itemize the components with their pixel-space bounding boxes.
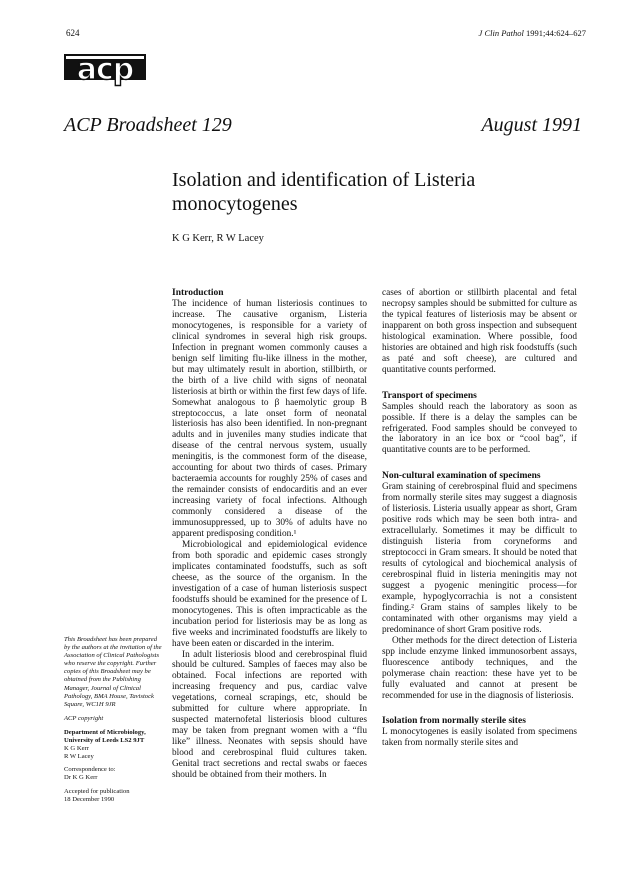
journal-citation <box>479 28 586 38</box>
section-heading-sterile-sites: Isolation from normally sterile sites <box>382 716 526 727</box>
authors: K G Kerr, R W Lacey <box>172 233 264 244</box>
series-title: ACP Broadsheet 129 <box>64 114 232 136</box>
paragraph: Gram staining of cerebrospinal fluid and specimens from normally sterile sites may suggest a diagnosis of listeriosis. Listeria usually appear as short, Gram positive rods which may be seen both intra- and extracellularly. Sometimes it may be difficult to distinguish listeria from coryneforms and streptococci in Gram smears. It should be noted that results of cytological and biochemical analysis of cerebrospinal fluid in listeria meningitis may not suggest a pyogenic meningitic process—for example, hypoglycorrachia is not a consistent finding.² Gram stains of samples likely to be contaminated with other organisms may yield a predominance of short Gram positive rods. <box>382 482 577 635</box>
acp-logo-text: acp <box>76 52 134 87</box>
paragraph: The incidence of human listeriosis continues to increase. The causative organism, Listeria monocytogenes, is responsible for a variety of clinical syndromes in several high risk groups. Infection in pregnant women commonly causes a benign self limiting flu-like illness in the mother, but may ultimately result in abortion, stillbirth, or the birth of a live child with signs of neonatal listeriosis at birth or within the first few days of life. Somewhat analogous to β haemolytic group B streptococcus, a late onset form of neonatal listeriosis has also been identified. In non-pregnant adults and in juveniles many studies indicate that disease of the central nervous system, usually meningitis, is the commonest form of the disease, accounting for about two thirds of cases. Primary bacteraemia accounts for roughly 25% of cases and the remainder consists of endocarditis and an ever increasing variety of focal infections. Although commonly considered a disease of the immunosuppressed, up to 30% of adults have no apparent predisposing condition.¹ <box>172 299 367 540</box>
correspondence-label: Correspondence to: <box>64 766 116 774</box>
paragraph: In adult listeriosis blood and cerebrospinal fluid should be cultured. Samples of faeces may also be obtained. Focal infections are reported with increasing frequency and pus, cardiac valve vegetations, corneal scrapings, etc, should be submitted for culture where appropriate. In suspected maternofetal listeriosis blood cultures may be taken from pregnant women with a “flu like” illness. Neonates with sepsis should have blood and cerebrospinal fluid cultures taken. Genital tract secretions and rectal swabs or faeces should be obtained from their mothers. In <box>172 649 367 780</box>
article-title-line: monocytogenes <box>172 193 298 215</box>
section-heading-non-cultural: Non-cultural examination of specimens <box>382 471 541 482</box>
article-title <box>172 168 572 216</box>
paragraph: Other methods for the direct detection of Listeria spp include enzyme linked immunosorbent assays, fluorescence antibody techniques, and the polymerase chain reaction: these have yet to be fully evaluated and cannot at present be recommended for use in the diagnosis of listeriosis. <box>382 635 577 701</box>
body-column-right <box>382 288 577 749</box>
issue-date: August 1991 <box>481 114 582 136</box>
acp-logo-graphic <box>64 50 148 90</box>
broadsheet-note: This Broadsheet has been prepared by the authors at the invitation of the Association of Clinical Pathologists who reserve the copyright. Further copies of this Broadsheet may be obtained from the Publishing Manager, Journal of Clinical Pathology, BMA House, Tavistock Square, WC1H 9JR <box>64 636 162 708</box>
section-heading-introduction: Introduction <box>172 288 224 298</box>
paragraph: L monocytogenes is easily isolated from specimens taken from normally sterile sites and <box>382 727 577 749</box>
section-heading-transport: Transport of specimens <box>382 390 477 401</box>
citation-volume: 1991;44:624–627 <box>526 28 586 38</box>
acp-logo <box>64 50 148 90</box>
sidebar-notes <box>64 636 162 804</box>
paragraph: Microbiological and epidemiological evidence from both sporadic and epidemic cases strongly implicates contaminated foodstuffs, such as soft cheese, as the source of the organism. In the investigation of a case of human listeriosis suspect foodstuffs should be examined for the presence of L monocytogenes. This is often impracticable as the incubation period for listeriosis may be as long as five weeks and incriminated foodstuffs are likely to have been eaten or discarded in the interim. <box>172 539 367 649</box>
page-number: 624 <box>66 28 80 38</box>
paragraph: cases of abortion or stillbirth placental and fetal necropsy samples should be submitted for culture as the typical features of listeriosis may be absent or inapparent on both gross inspection and subsequent histological examination. Where possible, food histories are obtained and high risk foodstuffs (such as paté and soft cheese), are cultured and quantitative counts performed. <box>382 288 577 375</box>
journal-name: J Clin Pathol <box>478 28 524 38</box>
affiliated-author: R W Lacey <box>64 753 94 761</box>
accepted-date: 18 December 1990 <box>64 795 115 803</box>
body-column-left <box>172 288 367 781</box>
accepted-label: Accepted for publication <box>64 787 130 795</box>
copyright-notice: ACP copyright <box>64 714 104 722</box>
affiliated-author: K G Kerr <box>64 745 89 753</box>
correspondence-name: Dr K G Kerr <box>64 774 98 782</box>
department-affiliation: Department of Microbiology, University of Leeds LS2 9JT <box>64 728 146 745</box>
paragraph: Samples should reach the laboratory as soon as possible. If there is a delay the samples can be refrigerated. Food samples should be conveyed to the laboratory in an ice box or “cool bag”, if quantitative counts are to be performed. <box>382 401 577 456</box>
article-title-line: Isolation and identification of Listeria <box>172 169 476 191</box>
